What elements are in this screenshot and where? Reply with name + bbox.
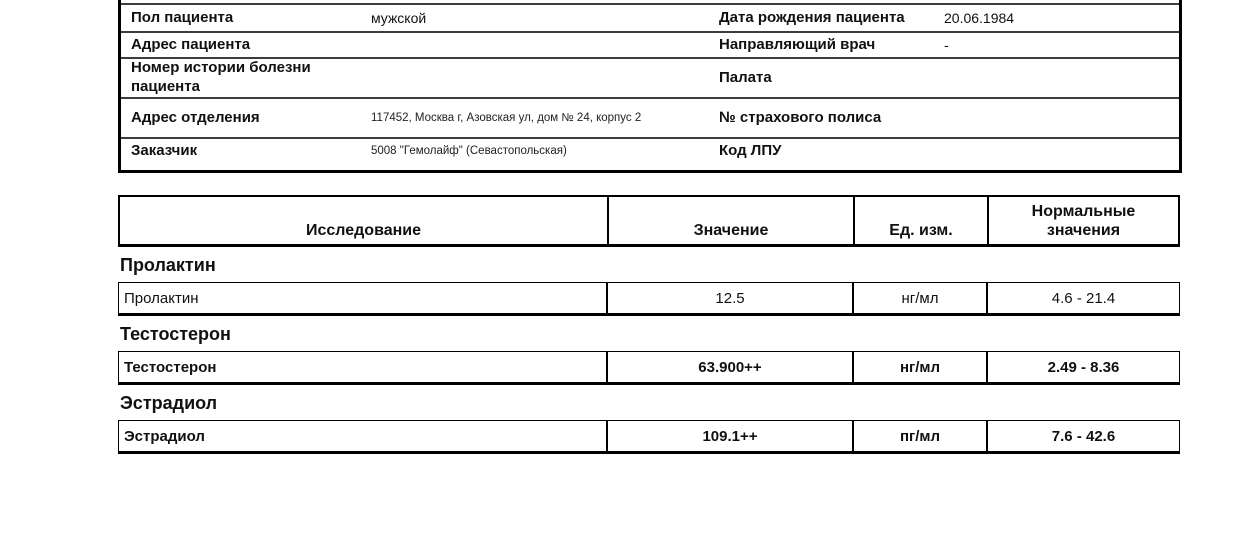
info-row-sex-birthdate [121, 3, 1179, 31]
patient-birthdate-value: 20.06.1984 [944, 10, 1015, 26]
patient-sex-value: мужской [371, 10, 427, 26]
header-unit: Ед. изм. [853, 197, 987, 244]
lpu-code-label: Код ЛПУ [719, 141, 782, 159]
test-value: 63.900++ [606, 352, 852, 382]
result-row-testosterone [118, 351, 1180, 385]
test-name: Эстрадиол [124, 427, 205, 445]
section-title-estradiol: Эстрадиол [120, 393, 218, 413]
referring-doctor-label: Направляющий врач [719, 35, 876, 53]
customer-label: Заказчик [131, 141, 198, 159]
test-normal-range: 7.6 - 42.6 [986, 421, 1179, 451]
department-address-label: Адрес отделения [131, 108, 260, 126]
result-row-prolactin [118, 282, 1180, 316]
patient-birthdate-label: Дата рождения пациента [719, 8, 905, 26]
referring-doctor-value: - [944, 37, 949, 53]
header-normal: Нормальные значения [987, 197, 1178, 244]
info-row-department-insurance [121, 97, 1179, 137]
header-study: Исследование [306, 221, 421, 239]
department-address-value: 117452, Москва г, Азовская ул, дом № 24, корпус 2 [371, 112, 642, 124]
customer-value: 5008 "Гемолайф" (Севастопольская) [371, 145, 567, 157]
test-name: Тестостерон [124, 358, 217, 376]
test-name: Пролактин [124, 289, 199, 307]
results-header-row [118, 195, 1180, 247]
ward-label: Палата [719, 68, 772, 86]
test-value: 12.5 [606, 283, 852, 313]
info-row-history-ward [121, 57, 1179, 97]
test-value: 109.1++ [606, 421, 852, 451]
info-row-customer-lpu [121, 137, 1179, 163]
patient-sex-label: Пол пациента [131, 8, 234, 26]
test-normal-range: 4.6 - 21.4 [986, 283, 1179, 313]
header-value: Значение [607, 197, 853, 244]
section-title-testosterone: Тестостерон [120, 324, 231, 344]
patient-info-table [118, 0, 1182, 173]
history-number-label: Номер истории болезни пациента [131, 59, 311, 95]
test-normal-range: 2.49 - 8.36 [986, 352, 1179, 382]
result-row-estradiol [118, 420, 1180, 454]
patient-address-label: Адрес пациента [131, 35, 251, 53]
section-title-prolactin: Пролактин [120, 255, 216, 275]
insurance-policy-label: № страхового полиса [719, 108, 882, 126]
test-unit: пг/мл [852, 421, 986, 451]
test-unit: нг/мл [852, 283, 986, 313]
test-unit: нг/мл [852, 352, 986, 382]
info-row-address-doctor [121, 31, 1179, 57]
results-table [118, 195, 1180, 454]
